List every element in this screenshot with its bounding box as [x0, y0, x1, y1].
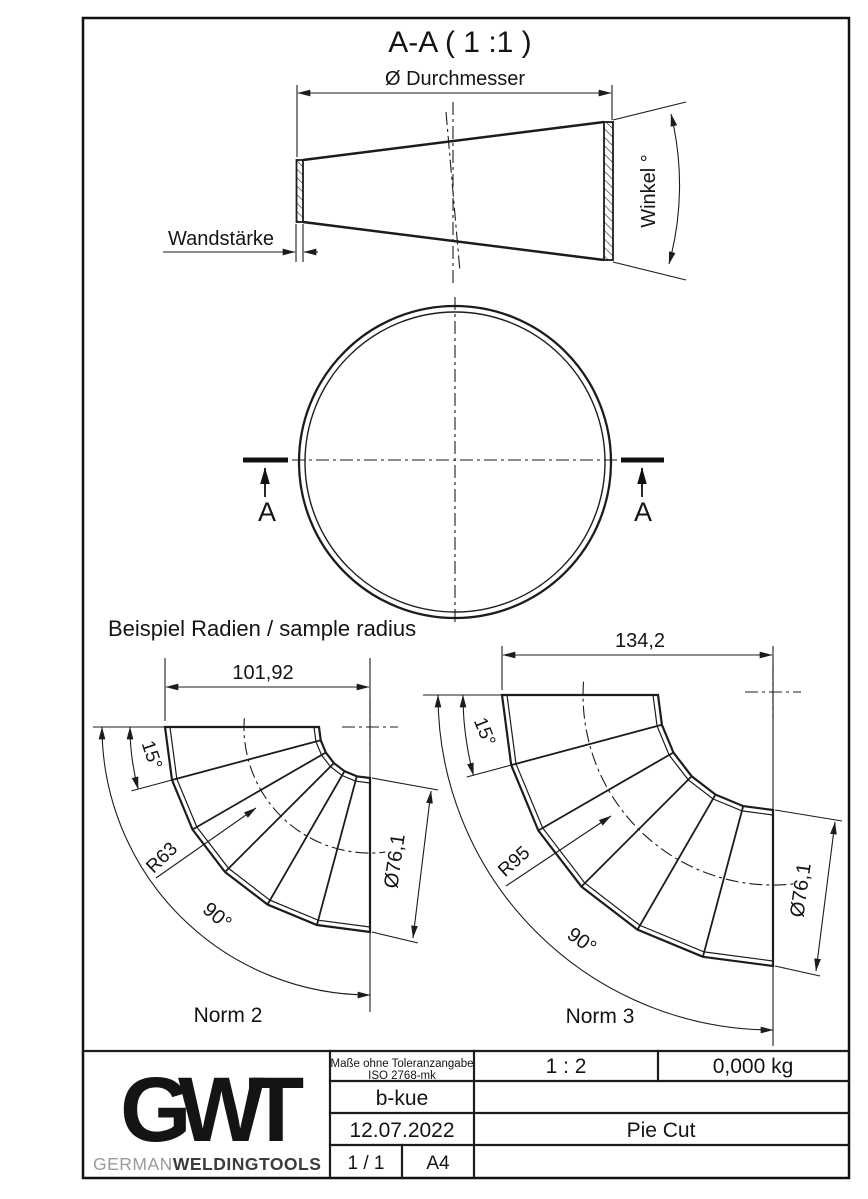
ext-line	[613, 262, 686, 280]
norm2-radius-dim: R63	[142, 838, 183, 878]
norm2-seg-angle-arc	[130, 727, 138, 789]
gwt-logo	[93, 1059, 321, 1174]
norm3-seg-angle-arc	[463, 695, 474, 775]
norm2-bend-angle-dim: 90°	[198, 898, 236, 935]
wall-dim-label: Wandstärke	[168, 228, 274, 250]
ext-line	[613, 102, 686, 120]
cut-label-right: A	[633, 497, 653, 527]
norm3-diameter-dim: Ø76,1	[786, 861, 816, 919]
brand-bold: WELDINGTOOLS	[172, 1154, 322, 1174]
part-name: Pie Cut	[626, 1119, 696, 1142]
paper-format: A4	[426, 1153, 450, 1174]
ext-line	[467, 765, 511, 777]
top-view	[243, 297, 664, 626]
brand-wordmark	[93, 1154, 321, 1174]
tolerance-note-line2: ISO 2768-mk	[368, 1070, 436, 1082]
cone-wall-left	[297, 160, 304, 222]
norm3-centerline-arc	[583, 682, 796, 885]
cone-wall-right	[604, 122, 613, 260]
norm2-view	[93, 658, 438, 1027]
brand-light: GERMAN	[93, 1154, 173, 1174]
norm3-diameter-dim-line	[816, 822, 835, 971]
sheet-number: 1 / 1	[347, 1153, 385, 1174]
norm3-caption: Norm 3	[565, 1005, 635, 1028]
norm3-radius-dim: R95	[494, 842, 535, 882]
ext-line	[775, 966, 820, 976]
logo-letter-g: G	[120, 1059, 192, 1161]
section-view-aa	[163, 26, 686, 283]
norm2-length-dim: 101,92	[232, 662, 294, 684]
norm3-view	[423, 630, 842, 1046]
norm2-seg-angle-dim: 15°	[136, 738, 166, 773]
tolerance-note-line1: Maße ohne Toleranzangabe	[330, 1058, 474, 1070]
weight-value: 0,000 kg	[712, 1055, 794, 1078]
date-value: 12.07.2022	[349, 1119, 455, 1142]
norm3-bend-angle-dim: 90°	[562, 923, 601, 959]
ext-line	[372, 932, 418, 943]
logo-letter-t: T	[248, 1059, 305, 1161]
norm2-segment-joints	[172, 740, 357, 925]
section-title: A-A ( 1 :1 )	[388, 26, 532, 59]
scale-value: 1 : 2	[545, 1055, 587, 1078]
norm3-length-dim: 134,2	[614, 630, 666, 652]
norm2-diameter-dim-line	[413, 791, 431, 938]
logo-letter-w: W	[178, 1059, 265, 1161]
norm2-diameter-dim: Ø76,1	[380, 832, 410, 890]
ext-line	[775, 810, 842, 821]
title-block	[83, 1051, 849, 1178]
author-value: b-kue	[375, 1087, 429, 1110]
norm3-seg-angle-dim: 15°	[468, 714, 500, 750]
ext-line	[372, 778, 438, 790]
cut-label-left: A	[257, 497, 277, 527]
norm2-caption: Norm 2	[193, 1004, 263, 1027]
angle-dim-arc	[669, 114, 680, 264]
diameter-dim-label: Ø Durchmesser	[384, 68, 526, 90]
samples-heading: Beispiel Radien / sample radius	[108, 616, 417, 641]
angle-dim-label: Winkel °	[638, 154, 660, 228]
